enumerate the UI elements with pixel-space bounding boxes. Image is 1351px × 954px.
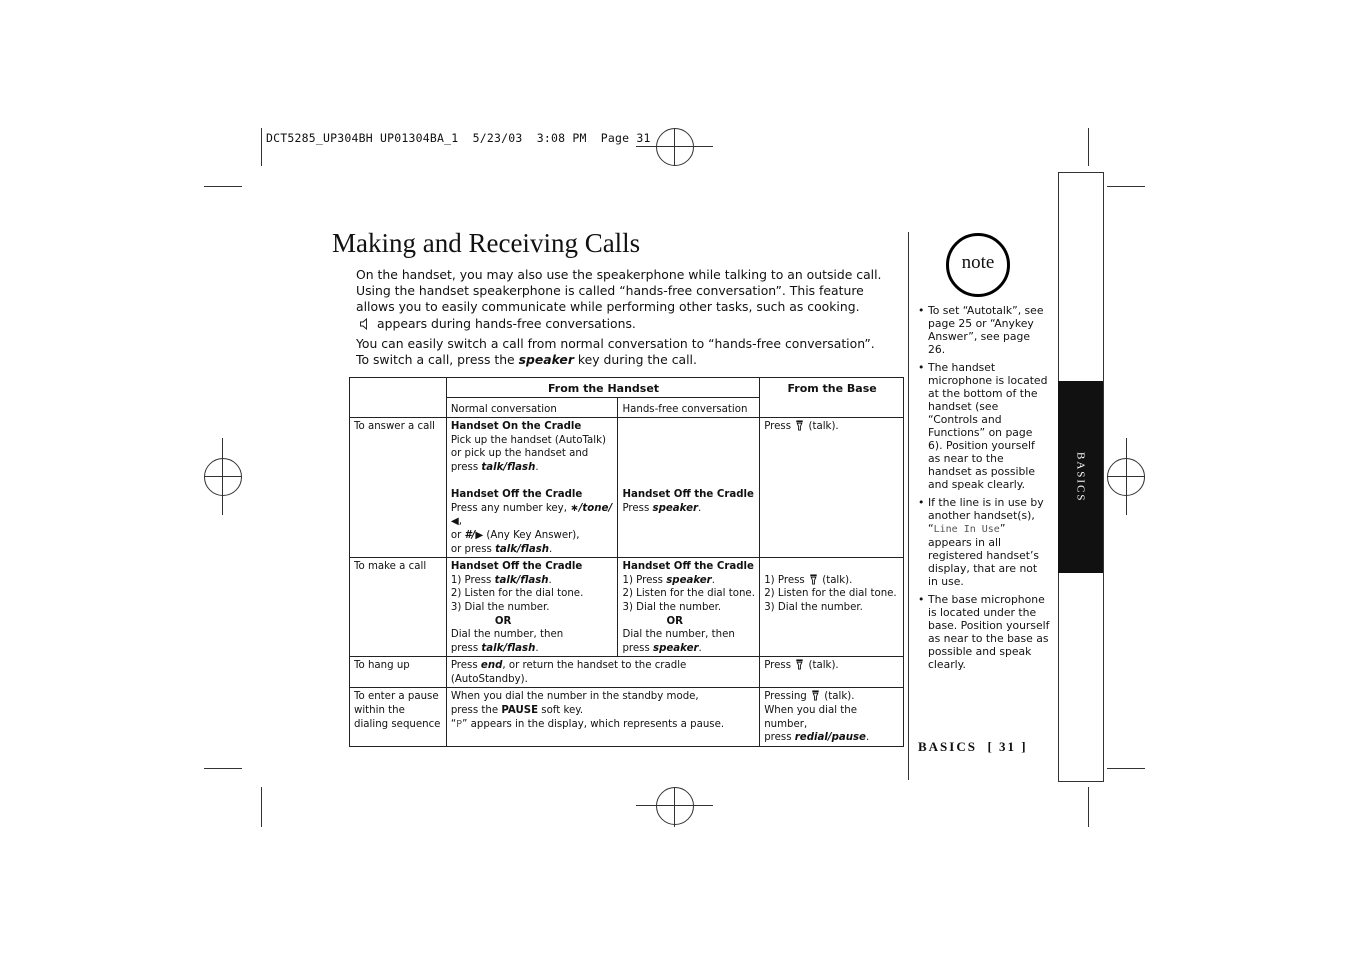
- registration-target: [656, 128, 694, 166]
- registration-crosshair: [222, 438, 223, 515]
- section-tab-label-wrap: [1058, 381, 1103, 573]
- column-divider: [908, 232, 909, 780]
- row-label-pause: To enter a pause within the dialing sequence: [350, 688, 447, 746]
- note-list: [918, 304, 1050, 676]
- make-handsfree-cell: Handset Off the Cradle 1) Press speaker. 2) Listen for the dial tone. 3) Dial the number. OR Dial the number, then press speaker.: [618, 558, 760, 657]
- crop-mark: [204, 768, 242, 769]
- page-title: Making and Receiving Calls: [332, 228, 641, 258]
- talk-key-icon: [809, 574, 818, 585]
- crop-mark: [1107, 186, 1145, 187]
- row-label-answer: To answer a call: [350, 418, 447, 558]
- crop-mark: [204, 186, 242, 187]
- registration-crosshair: [1126, 438, 1127, 515]
- list-item: • The base microphone is located under the base. Position yourself as near to the base as possible and speak clearly.: [918, 593, 1050, 671]
- print-job-header: DCT5285_UP304BH UP01304BA_1 5/23/03 3:08 PM Page 31: [266, 131, 651, 145]
- registration-crosshair: [204, 476, 242, 477]
- row-label-make: To make a call: [350, 558, 447, 657]
- column-header-base: From the Base: [760, 378, 904, 418]
- answer-handsfree-cell: Handset Off the Cradle Press speaker.: [618, 418, 760, 558]
- section-tab-label: BASICS: [1074, 451, 1087, 503]
- column-header-handset: From the Handset: [446, 378, 759, 398]
- subheader-handsfree: Hands-free conversation: [618, 397, 760, 418]
- row-label-hangup: To hang up: [350, 657, 447, 688]
- note-badge-label: note: [961, 252, 995, 273]
- speaker-icon: [359, 318, 370, 330]
- calls-table: [349, 377, 904, 747]
- list-item: • If the line is in use by another handset(s), “Line In Use” appears in all registered handset’s display, that are not in use.: [918, 496, 1050, 588]
- page-footer: BASICS [ 31 ]: [918, 739, 1028, 754]
- registration-crosshair: [674, 128, 675, 166]
- crop-mark: [1088, 787, 1089, 827]
- speaker-key-label: speaker: [518, 352, 574, 368]
- side-tab-frame: [1058, 781, 1104, 782]
- list-item: • To set “Autotalk”, see page 25 or “Anykey Answer”, see page 26.: [918, 304, 1050, 356]
- hangup-handset-cell: Press end, or return the handset to the cradle (AutoStandby).: [446, 657, 759, 688]
- list-item: • The handset microphone is located at the bottom of the handset (see “Controls and Functions” on page 6). Position yourself as near to the handset as possible and speak clearly.: [918, 361, 1050, 491]
- registration-crosshair: [674, 787, 675, 827]
- table-row: [350, 418, 904, 558]
- side-tab-frame: [1058, 172, 1104, 173]
- subheader-normal: Normal conversation: [446, 397, 618, 418]
- table-row: [350, 688, 904, 746]
- talk-key-icon: [795, 659, 804, 670]
- crop-mark: [1088, 128, 1089, 166]
- pause-base-cell: Pressing (talk). When you dial the number, press redial/pause.: [760, 688, 904, 746]
- pause-handset-cell: When you dial the number in the standby mode, press the PAUSE soft key. “P” appears in the display, which represents a pause.: [446, 688, 759, 746]
- make-normal-cell: Handset Off the Cradle 1) Press talk/flash. 2) Listen for the dial tone. 3) Dial the number. OR Dial the number, then press talk/flash.: [446, 558, 618, 657]
- table-row: [350, 657, 904, 688]
- intro-paragraph-1: On the handset, you may also use the speakerphone while talking to an outside call. Using the handset speakerphone is called “hands-free conversation”. This feature allows you to easily communicate while performing other tasks, such as cooking. appears during hands-free conversations.: [356, 267, 882, 331]
- talk-key-icon: [811, 690, 820, 701]
- talk-key-icon: [795, 420, 804, 431]
- registration-target: [204, 458, 242, 496]
- crop-mark: [1107, 768, 1145, 769]
- hangup-base-cell: Press (talk).: [760, 657, 904, 688]
- table-corner-cell: [350, 378, 447, 418]
- answer-normal-cell: Handset On the Cradle Pick up the handset (AutoTalk) or pick up the handset and press talk/flash. Handset Off the Cradle Press any number key, ∗/tone/◀, or #/▶ (Any Key Answer), or press talk/flash.: [446, 418, 618, 558]
- table-header-row: [350, 378, 904, 398]
- side-tab-frame: [1103, 172, 1104, 782]
- answer-base-cell: Press (talk).: [760, 418, 904, 558]
- registration-target: [656, 787, 694, 825]
- make-base-cell: 1) Press (talk). 2) Listen for the dial tone. 3) Dial the number.: [760, 558, 904, 657]
- crop-mark: [261, 787, 262, 827]
- intro-paragraph-2: You can easily switch a call from normal conversation to “hands-free conversation”. To switch a call, press the speaker key during the call.: [356, 336, 875, 368]
- crop-mark: [261, 128, 262, 166]
- table-row: [350, 558, 904, 657]
